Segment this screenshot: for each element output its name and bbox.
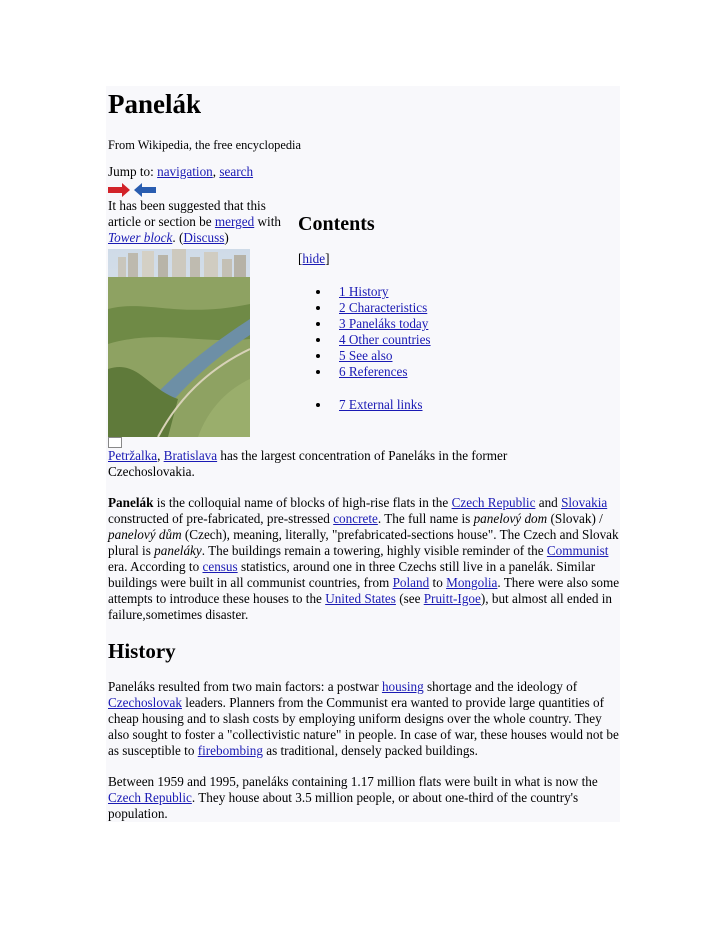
toc-item: [311, 364, 431, 380]
toc-item: [311, 316, 431, 332]
article: [106, 86, 620, 822]
toc-link-panelaks-today[interactable]: 3 Paneláks today: [339, 316, 429, 331]
toc-item: [311, 284, 431, 300]
toc-link-characteristics[interactable]: 2 Characteristics: [339, 300, 428, 315]
toc-hide-toggle: [hide]: [298, 251, 330, 266]
czech-republic-link-2[interactable]: Czech Republic: [108, 790, 192, 805]
czech-republic-link[interactable]: Czech Republic: [451, 495, 536, 510]
toc-item: [311, 300, 431, 316]
housing-link[interactable]: housing: [381, 679, 424, 694]
bratislava-link[interactable]: Bratislava: [163, 448, 218, 463]
toc-link-references[interactable]: 6 References: [339, 364, 408, 379]
toc-item: [311, 332, 431, 348]
firebombing-link[interactable]: firebombing: [197, 743, 263, 758]
jump-navigation-link[interactable]: navigation: [157, 164, 213, 179]
toc-link-external-links[interactable]: 7 External links: [339, 397, 423, 412]
jump-sep: ,: [212, 164, 220, 179]
toc-title: Contents: [298, 213, 375, 235]
jump-links: [108, 164, 253, 180]
united-states-link[interactable]: United States: [325, 591, 396, 606]
mongolia-link[interactable]: Mongolia: [446, 575, 498, 590]
census-link[interactable]: census: [202, 559, 238, 574]
jump-prefix: Jump to:: [108, 164, 158, 179]
page-title: Panelák: [108, 89, 202, 119]
merge-notice: It has been suggested that this article or section be merged with Tower block. (Discuss): [108, 198, 281, 245]
discuss-link[interactable]: Discuss: [183, 230, 225, 245]
tagline: From Wikipedia, the free encyclopedia: [108, 138, 301, 152]
czechoslovak-link[interactable]: Czechoslovak: [108, 695, 182, 710]
image-caption: Petržalka, Bratislava has the largest concentration of Paneláks in the former Czechoslovakia.: [108, 448, 508, 479]
toc-item: [311, 397, 431, 413]
history-paragraph-2: Between 1959 and 1995, paneláks containing 1.17 million flats were built in what is now the Czech Republic. They house about 3.5 million people, or about one-third of the country's population.: [108, 774, 598, 821]
toc-link-see-also[interactable]: 5 See also: [339, 348, 393, 363]
toc-link-history[interactable]: 1 History: [339, 284, 389, 299]
slovakia-link[interactable]: Slovakia: [561, 495, 608, 510]
history-paragraph-1: Paneláks resulted from two main factors: a postwar housing shortage and the ideology of Czechoslovak leaders. Planners from the Communist era wanted to provide large quantities of cheap housing and to slash costs by employing uniform designs over the whole country. They also sought to foster a "collectivistic nature" in people. In case of war, these houses would not be as susceptible to firebombing as traditional, densely packed buildings.: [108, 679, 619, 758]
petrzalka-photo[interactable]: [108, 249, 250, 437]
concrete-link[interactable]: concrete: [333, 511, 378, 526]
communist-link[interactable]: Communist: [546, 543, 609, 558]
jump-search-link[interactable]: search: [219, 164, 254, 179]
toc-link-other-countries[interactable]: 4 Other countries: [339, 332, 431, 347]
merge-arrows-icon: [108, 183, 156, 197]
toc-hide-link[interactable]: hide: [302, 251, 326, 266]
toc-item: [311, 348, 431, 364]
merged-link[interactable]: merged: [214, 214, 255, 229]
section-heading-history: History: [108, 639, 176, 663]
tower-block-link[interactable]: Tower block: [108, 230, 173, 245]
petrzalka-link[interactable]: Petržalka: [108, 448, 158, 463]
enlarge-icon[interactable]: [108, 437, 122, 448]
intro-paragraph: Panelák is the colloquial name of blocks of high-rise flats in the Czech Republic and Slovakia constructed of pre-fabricated, pre-stressed concrete. The full name is panelový dom (Slovak) / panelový dům (Czech), meaning, literally, "prefabricated-sections house". The Czech and Slovak plural is paneláky. The buildings remain a towering, highly visible reminder of the Communist era. According to census statistics, around one in three Czechs still live in a panelák. Similar buildings were built in all communist countries, from Poland to Mongolia. There were also some attempts to introduce these houses to the United States (see Pruitt-Igoe), but almost all ended in failure,sometimes disaster.: [108, 495, 620, 622]
poland-link[interactable]: Poland: [392, 575, 430, 590]
toc-list: [311, 284, 431, 413]
pruitt-igoe-link[interactable]: Pruitt-Igoe: [423, 591, 481, 606]
